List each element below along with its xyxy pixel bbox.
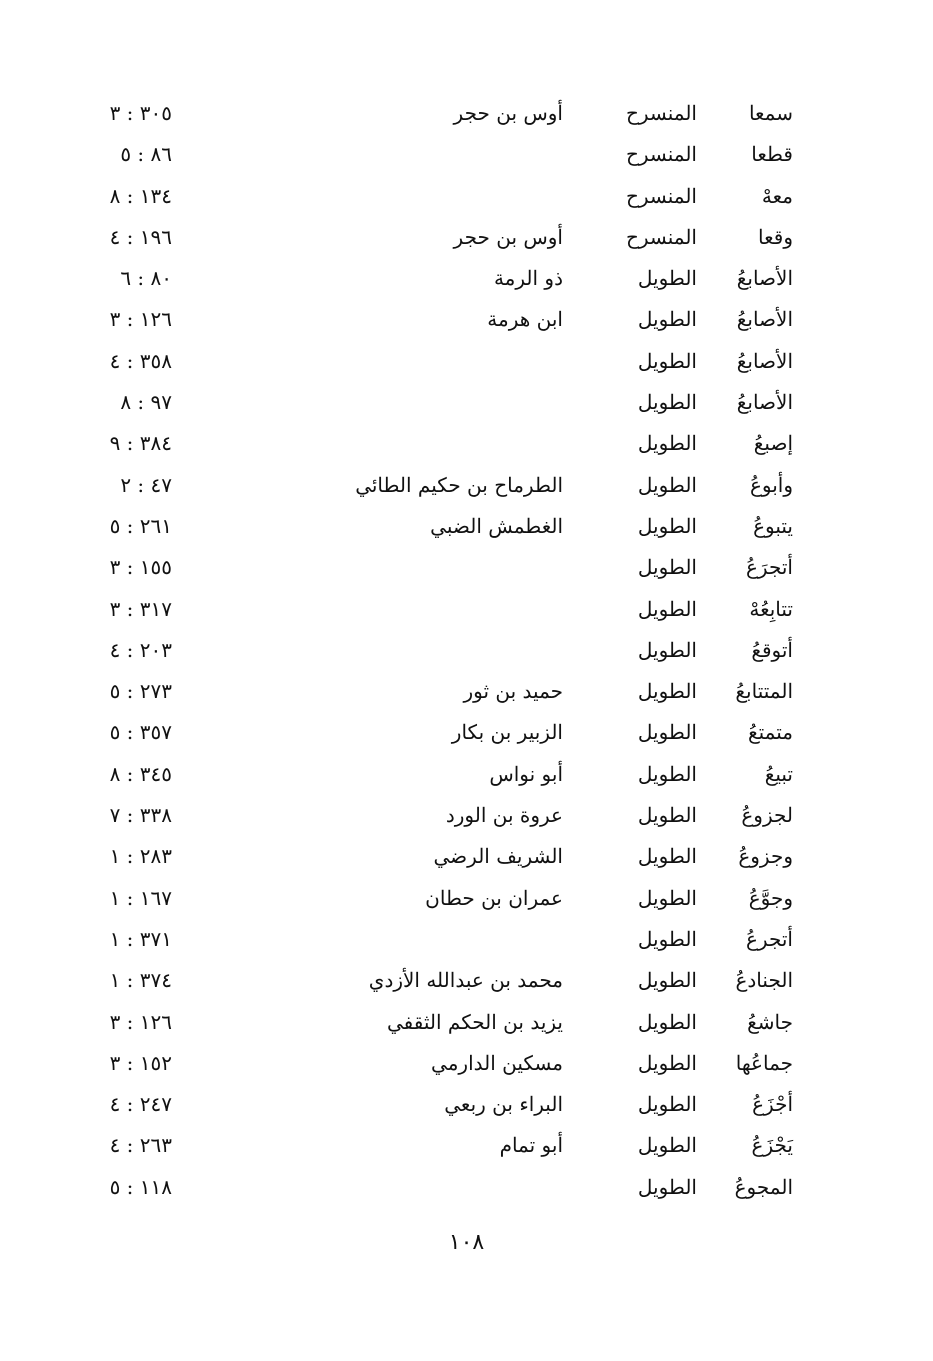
poetic-meter: المنسرح — [625, 224, 697, 249]
volume-page-reference: ١٢٦ : ٣ — [109, 1009, 172, 1034]
poetic-meter: الطويل — [637, 513, 697, 538]
index-row — [0, 671, 933, 712]
index-row — [0, 382, 933, 423]
volume-page-reference: ١٩٦ : ٤ — [109, 224, 172, 249]
rhyme-word: وأبوعُ — [749, 472, 793, 497]
rhyme-word: سمعا — [748, 101, 793, 125]
volume-page-reference: ٢٦٣ : ٤ — [109, 1133, 172, 1158]
index-row — [0, 341, 933, 382]
rhyme-word: لجزوعُ — [741, 803, 793, 828]
index-row — [0, 960, 933, 1001]
poetic-meter: الطويل — [637, 803, 697, 828]
rhyme-word: تتابِعُهْ — [749, 596, 793, 621]
volume-page-reference: ٣٥٨ : ٤ — [109, 348, 172, 373]
volume-page-reference: ١٥٥ : ٣ — [109, 555, 172, 580]
index-row — [0, 836, 933, 877]
index-row — [0, 1043, 933, 1084]
index-row — [0, 134, 933, 175]
poet-name — [263, 630, 563, 671]
volume-page-reference: ٢٨٣ : ١ — [109, 844, 172, 869]
volume-page-reference: ٨٠ : ٦ — [120, 266, 172, 291]
poet-name — [263, 134, 563, 175]
rhyme-word: وجزوعُ — [738, 844, 793, 869]
index-row — [0, 1125, 933, 1166]
poet-name — [263, 382, 563, 423]
poet-name: عمران بن حطان — [425, 885, 563, 910]
volume-page-reference: ٨٦ : ٥ — [120, 142, 172, 167]
poet-name: أبو تمام — [499, 1133, 563, 1158]
index-row — [0, 919, 933, 960]
index-row — [0, 589, 933, 630]
poetic-meter: الطويل — [637, 1050, 697, 1075]
volume-page-reference: ١٥٢ : ٣ — [109, 1050, 172, 1075]
poetic-meter: الطويل — [637, 390, 697, 415]
volume-page-reference: ٣٥٧ : ٥ — [109, 720, 172, 745]
rhyme-word: إصبعُ — [753, 431, 793, 456]
poet-name: أبو نواس — [489, 761, 563, 786]
poetic-meter: الطويل — [637, 431, 697, 456]
rhyme-word: أجْزَعُ — [752, 1092, 793, 1117]
index-row — [0, 547, 933, 588]
rhyme-word: معهْ — [761, 183, 793, 208]
volume-page-reference: ٩٧ : ٨ — [120, 390, 172, 415]
volume-page-reference: ٣٤٥ : ٨ — [109, 761, 172, 786]
page-number: ١٠٨ — [448, 1230, 485, 1255]
rhyme-word: أتجرعُ — [745, 926, 793, 951]
index-row — [0, 1002, 933, 1043]
index-row — [0, 217, 933, 258]
poetic-meter: الطويل — [637, 761, 697, 786]
rhyme-word: الأصابعُ — [736, 348, 793, 373]
rhyme-word: وجوَّعُ — [748, 885, 793, 910]
rhyme-word: الأصابعُ — [736, 307, 793, 332]
index-row — [0, 712, 933, 753]
rhyme-word: الأصابعُ — [736, 266, 793, 291]
poet-name: مسكين الدارمي — [431, 1050, 563, 1075]
volume-page-reference: ١٦٧ : ١ — [109, 885, 172, 910]
index-row — [0, 506, 933, 547]
poet-name: الغطمش الضبي — [430, 513, 563, 538]
poetic-meter: الطويل — [637, 266, 697, 291]
index-row — [0, 176, 933, 217]
volume-page-reference: ٤٧ : ٢ — [120, 472, 172, 497]
volume-page-reference: ٢٠٣ : ٤ — [109, 637, 172, 662]
poet-name: ابن هرمة — [487, 307, 563, 332]
poetic-meter: الطويل — [637, 1133, 697, 1158]
poetic-meter: المنسرح — [625, 142, 697, 167]
rhyme-word: الجنادعُ — [735, 968, 793, 993]
volume-page-reference: ٢٦١ : ٥ — [109, 513, 172, 538]
poetic-meter: الطويل — [637, 926, 697, 951]
poetic-meter: المنسرح — [625, 183, 697, 208]
poetic-meter: الطويل — [637, 885, 697, 910]
poetic-meter: المنسرح — [625, 101, 697, 125]
volume-page-reference: ١١٨ : ٥ — [109, 1174, 172, 1199]
volume-page-reference: ١٣٤ : ٨ — [109, 183, 172, 208]
index-row — [0, 299, 933, 340]
index-row — [0, 258, 933, 299]
volume-page-reference: ٣١٧ : ٣ — [109, 596, 172, 621]
poet-name: يزيد بن الحكم الثقفي — [386, 1009, 563, 1034]
poet-name: محمد بن عبدالله الأزدي — [368, 968, 563, 993]
poet-name: ذو الرمة — [493, 266, 563, 291]
rhyme-word: جماعُها — [735, 1050, 793, 1075]
poet-name: الطرماح بن حكيم الطائي — [355, 472, 563, 497]
index-row — [0, 878, 933, 919]
rhyme-word: يتبوعُ — [753, 513, 793, 538]
poet-name — [263, 919, 563, 960]
volume-page-reference: ٢٤٧ : ٤ — [109, 1092, 172, 1117]
rhyme-word: أتجرَعُ — [745, 555, 793, 580]
volume-page-reference: ٣٣٨ : ٧ — [109, 803, 172, 828]
poetic-meter: الطويل — [637, 968, 697, 993]
volume-page-reference: ٢٧٣ : ٥ — [109, 679, 172, 704]
rhyme-word: وقعا — [758, 224, 793, 249]
poet-name: عروة بن الورد — [445, 803, 563, 828]
poetic-meter: الطويل — [637, 555, 697, 580]
poet-name — [263, 1167, 563, 1208]
poetic-meter: الطويل — [637, 307, 697, 332]
volume-page-reference: ٣٨٤ : ٩ — [109, 431, 172, 456]
rhyme-word: يَجْزَعُ — [751, 1133, 793, 1158]
poetic-meter: الطويل — [637, 596, 697, 621]
rhyme-word: المجوعُ — [734, 1174, 793, 1199]
poet-name: أوس بن حجر — [453, 101, 563, 125]
poet-name — [263, 176, 563, 217]
poet-name — [263, 589, 563, 630]
poet-name: البراء بن ربعي — [444, 1092, 563, 1117]
poetic-meter: الطويل — [637, 348, 697, 373]
volume-page-reference: ١٢٦ : ٣ — [109, 307, 172, 332]
index-row — [0, 1167, 933, 1208]
poet-name: أوس بن حجر — [453, 224, 563, 249]
poet-name: الشريف الرضي — [433, 844, 563, 869]
index-row — [0, 795, 933, 836]
poet-name — [263, 341, 563, 382]
poet-name — [263, 423, 563, 464]
poetic-meter: الطويل — [637, 637, 697, 662]
index-row — [0, 630, 933, 671]
rhyme-word: المتتابعُ — [735, 679, 793, 704]
rhyme-word: تبيعُ — [764, 761, 793, 786]
poetic-meter: الطويل — [637, 844, 697, 869]
rhyme-word: أتوقعُ — [751, 637, 793, 662]
poet-name: الزبير بن بكار — [451, 720, 563, 745]
poet-name — [263, 547, 563, 588]
poetic-meter: الطويل — [637, 1009, 697, 1034]
poet-name: حميد بن ثور — [463, 679, 563, 704]
index-row — [0, 93, 933, 134]
volume-page-reference: ٣٧٤ : ١ — [109, 968, 172, 993]
volume-page-reference: ٣٧١ : ١ — [109, 926, 172, 951]
volume-page-reference: ٣٠٥ : ٣ — [109, 101, 172, 125]
poetic-meter: الطويل — [637, 472, 697, 497]
verse-index-table — [0, 93, 933, 1208]
rhyme-word: قطعا — [751, 142, 793, 167]
index-row — [0, 423, 933, 464]
rhyme-word: الأصابعُ — [736, 390, 793, 415]
poetic-meter: الطويل — [637, 720, 697, 745]
poetic-meter: الطويل — [637, 679, 697, 704]
index-row — [0, 1084, 933, 1125]
poetic-meter: الطويل — [637, 1174, 697, 1199]
rhyme-word: جاشعُ — [747, 1009, 793, 1034]
rhyme-word: متمتعُ — [748, 720, 793, 745]
index-row — [0, 754, 933, 795]
poetic-meter: الطويل — [637, 1092, 697, 1117]
index-row — [0, 465, 933, 506]
